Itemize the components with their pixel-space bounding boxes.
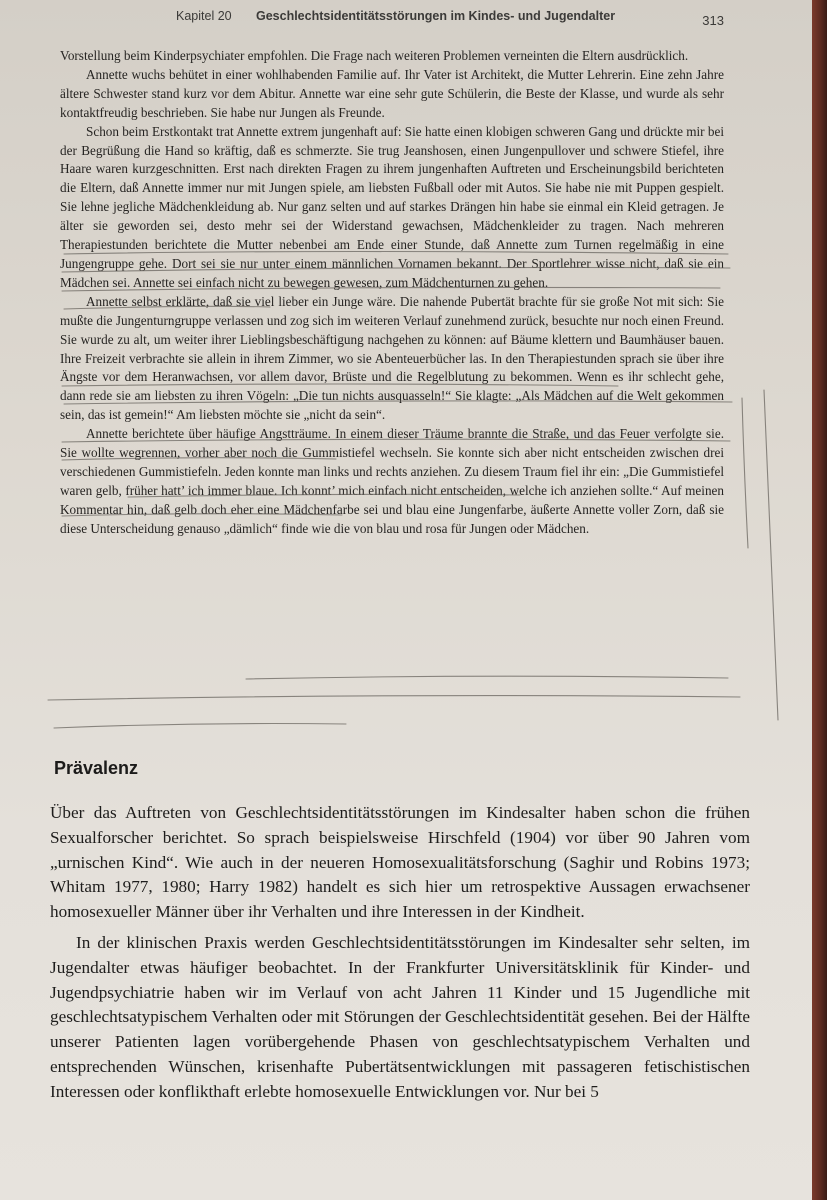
pencil-underline xyxy=(54,724,346,729)
section-paragraph: Über das Auftreten von Geschlechtsidentitätsstörungen im Kindesalter haben schon die frühen Sexualforscher berichtet. So sprach beispielsweise Hirschfeld (1904) vor über 90 Jahren vom „urnischen Kind“. Wie auch in der neueren Homosexualitätsforschung (Saghir und Robins 1973; Whitam 1977, 1980; Harry 1982) handelt es sich hier um retrospektive Aussagen erwachsener homosexueller Männer über ihr Verhalten und ihre Interessen in der Kindheit. xyxy=(50,803,750,922)
case-paragraph: Schon beim Erstkontakt trat Annette extrem jungenhaft auf: Sie hatte einen klobigen schweren Gang und drückte mir bei der Begrüßung die Hand so kräftig, daß es schmerzte. Sie trug Jeanshosen, einen Jungenpullover und schwere Stiefel, ihre Haare waren kurzgeschnitten. Erst nach direkten Fragen zu ihrem jungenhaften Auftreten und Erscheinungsbild berichteten die Eltern, daß Annette immer nur mit Jungen spiele, am liebsten Fußball oder mit Autos. Sie habe nie mit Puppen gespielt. Sie lehne jegliche Mädchenkleidung ab. Nur ganz selten und auf starkes Drängen hin habe sie einmal ein Kleid getragen. Je älter sie geworden sei, desto mehr sei der Widerstand gewachsen, Mädchenkleider zu tragen. Nach mehreren Therapiestunden berichtete die Mutter nebenbei am Ende einer Stunde, daß Annette zum Turnen regelmäßig in eine Jungengruppe gehe. Dort sei sie nur unter einem männlichen Vornamen bekannt. Der Sportlehrer wisse nicht, daß sie ein Mädchen sei. Annette sei einfach nicht zu bewegen gewesen, zum Mädchenturnen zu gehen. xyxy=(60,123,724,290)
chapter-title: Geschlechtsidentitätsstörungen im Kindes- und Jugendalter xyxy=(256,9,616,23)
section-heading: Prävalenz xyxy=(54,758,139,778)
case-paragraph: Annette berichtete über häufige Angstträume. In einem dieser Träume brannte die Straße, und das Feuer verfolgte sie. Sie wollte wegrennen, vorher aber noch die Gummistiefel wechseln. Sie konnte sich aber nicht entscheiden zwischen drei verschiedenen Gummistiefeln. Jeden konnte man links und rechts anziehen. Zu diesem Traum fiel ihr ein: „Die Gummistiefel waren gelb, früher hatt’ ich immer blaue. Ich konnt’ mich einfach nicht entscheiden, welche ich anziehen sollte.“ Auf meinen Kommentar hin, daß gelb doch eher eine Mädchenfarbe sei und blau eine Jungenfarbe, äußerte Annette voller Zorn, daß sie diese Unterscheidung genauso „dämlich“ finde wie die von blau und rosa für Jungen oder Mädchen. xyxy=(60,426,724,536)
pencil-underline xyxy=(246,676,728,679)
section-paragraph: In der klinischen Praxis werden Geschlechtsidentitätsstörungen im Kindesalter sehr selten, im Jugendalter etwas häufiger beobachtet. In der Frankfurter Universitätsklinik für Kinder- und Jugendpsychiatrie haben wir im Verlauf von acht Jahren 11 Kinder und 15 Jugendliche mit geschlechtsatypischem Verhalten oder mit Störungen der Geschlechtsidentität gesehen. Bei der Hälfte unserer Patienten lagen vorübergehende Phasen von geschlechtsatypischem Verhalten und entsprechenden Wünschen, krisenhafte Pubertätsentwicklungen mit passageren fetischistischen Interessen oder konflikthaft erlebte homosexuelle Entwicklungen vor. Nur bei 5 xyxy=(50,932,750,1101)
margin-line xyxy=(764,390,778,720)
page-number: 313 xyxy=(702,13,724,28)
case-paragraph: Annette wuchs behütet in einer wohlhabenden Familie auf. Ihr Vater ist Architekt, die Mutter Lehrerin. Eine zehn Jahre ältere Schwester stand kurz vor dem Abitur. Annette war eine sehr gute Schülerin, die Beste der Klasse, und wurde als sehr kontaktfreudig beschrieben. Sie habe nur Jungen als Freunde. xyxy=(60,66,724,120)
margin-line xyxy=(742,398,748,548)
case-paragraph: Annette selbst erklärte, daß sie viel lieber ein Junge wäre. Die nahende Pubertät brachte für sie große Not mit sich: Sie mußte die Jungenturngruppe verlassen und zog sich im weiteren Verlauf zunehmend zurück, besuchte nur noch einen Freund. Sie wurde zu alt, um weiter ihrer Lieblingsbeschäftigung nachgehen zu können: auf Bäume klettern und Baumhäuser bauen. Ihre Freizeit verbrachte sie allein in ihrem Zimmer, wo sie Abenteuerbücher las. In den Therapiestunden sprach sie über ihre Ängste vor dem Heranwachsen, vor allem davor, Brüste und die Regelblutung zu bekommen. Wenn es ihr schlecht gehe, dann rede sie am liebsten zu ihren Vögeln: „Die tun nichts ausquasseln!“ Sie klagte: „Als Mädchen auf die Welt gekommen sein, das ist gemein!“ Am liebsten möchte sie „nicht da sein“. xyxy=(60,293,724,423)
book-edge xyxy=(812,0,827,1200)
case-paragraph: Vorstellung beim Kinderpsychiater empfohlen. Die Frage nach weiteren Problemen verneinten die Eltern ausdrücklich. xyxy=(60,48,689,63)
pencil-underline xyxy=(48,696,740,700)
chapter-label: Kapitel 20 xyxy=(176,9,232,23)
case-report xyxy=(60,47,724,539)
section-body xyxy=(50,801,750,1111)
